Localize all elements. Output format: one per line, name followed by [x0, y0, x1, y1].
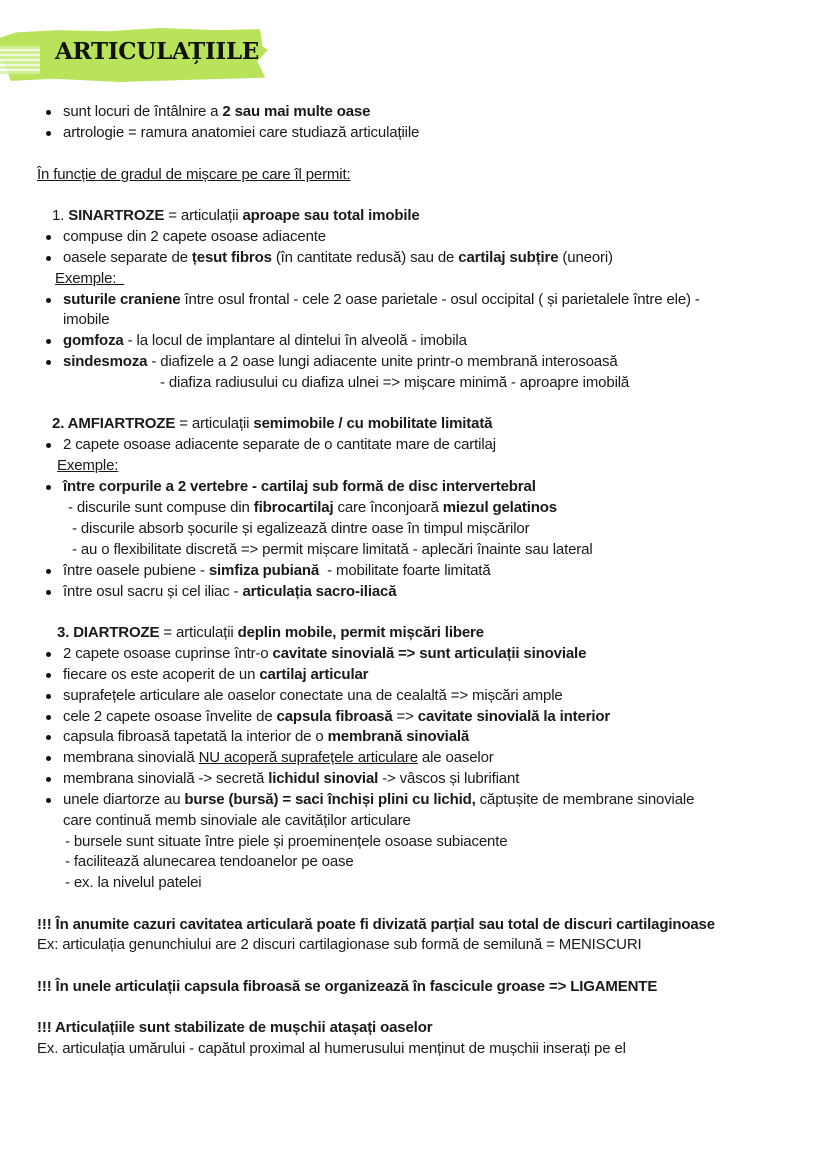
bullet-item	[63, 686, 563, 706]
text-segment: care continuă memb sinoviale ale cavităților articulare	[63, 812, 411, 829]
continuation-line	[63, 310, 109, 330]
bullet-item	[63, 331, 467, 351]
bold-text: cavitate sinovială => sunt articulații sinoviale	[272, 645, 587, 662]
bullet-item	[63, 582, 396, 602]
bold-text: !!! În unele articulații capsula fibroasă se organizează în fascicule groase => LIGAMENTE	[37, 978, 658, 995]
bold-text: !!! Articulațiile sunt stabilizate de mușchii atașați oaselor	[37, 1019, 433, 1036]
text-segment: - mobilitate foarte limitată	[319, 562, 491, 579]
note-heading	[37, 915, 715, 935]
bold-text: !!! În anumite cazuri cavitatea articulară poate fi divizată parțial sau total de discuri cartilaginoase	[37, 916, 715, 933]
sub-item	[72, 519, 529, 539]
bullet-item	[63, 352, 618, 372]
text-segment: capsula fibroasă tapetată la interior de o	[63, 728, 328, 745]
bullet-item	[63, 665, 368, 685]
section-heading	[37, 165, 351, 185]
note-heading	[37, 977, 657, 997]
text-segment: Ex. articulația umărului - capătul proximal al humerusului menținut de mușchii inserați pe el	[37, 1040, 626, 1057]
subsection-heading	[57, 623, 484, 643]
text-segment: artrologie = ramura anatomiei care studiază articulațiile	[63, 124, 420, 141]
text-segment: cele 2 capete osoase învelite de	[63, 708, 277, 725]
text-segment: - diafiza radiusului cu diafiza ulnei => mișcare minimă - aproapre imobilă	[160, 374, 630, 391]
bold-text: țesut fibros	[191, 249, 272, 266]
sub-item	[72, 540, 593, 560]
text-segment: între osul sacru și cel iliac -	[63, 583, 243, 600]
bullet-item	[63, 769, 519, 789]
bullet-item	[63, 707, 610, 727]
text-segment: Ex: articulația genunchiului are 2 discuri cartilagionase sub formă de semilună = MENISCURI	[37, 936, 642, 953]
sub-item	[65, 873, 201, 893]
text-segment: sunt locuri de întâlnire a	[63, 103, 223, 120]
note-example	[37, 935, 642, 955]
bullet-item	[63, 477, 536, 497]
text-segment: = articulații	[159, 624, 238, 641]
bold-text: gomfoza	[63, 332, 124, 349]
text-segment: 1.	[52, 207, 69, 224]
underlined-text: Exemple:	[57, 457, 119, 474]
text-segment: = articulații	[164, 207, 243, 224]
text-segment: fiecare os este acoperit de un	[63, 666, 260, 683]
text-segment: căptușite de membrane sinoviale	[475, 791, 695, 808]
examples-label	[55, 269, 124, 289]
sub-item	[65, 852, 354, 872]
bold-text: miezul gelatinos	[442, 499, 557, 516]
bold-text: capsula fibroasă	[276, 708, 393, 725]
bold-text: între corpurile a 2 vertebre - cartilaj sub formă de disc intervertebral	[63, 478, 536, 495]
examples-label	[57, 456, 118, 476]
bullet-item	[63, 748, 494, 768]
text-segment: - la locul de implantare al dintelui în alveolă - imobila	[123, 332, 467, 349]
underlined-text: NU acoperă suprafețele articulare	[198, 749, 418, 766]
bold-text: SINARTROZE	[68, 207, 165, 224]
text-segment: (în cantitate redusă) sau de	[271, 249, 459, 266]
bold-text: articulația sacro-iliacă	[242, 583, 397, 600]
text-segment: - discurile sunt compuse din	[68, 499, 254, 516]
bullet-item	[63, 561, 491, 581]
text-segment: - ex. la nivelul patelei	[65, 874, 202, 891]
sub-item	[160, 373, 629, 393]
text-segment: membrana sinovială	[63, 749, 199, 766]
bold-text: cartilaj articular	[259, 666, 369, 683]
bullet-item	[63, 790, 694, 810]
bullet-item	[63, 248, 613, 268]
bold-text: semimobile / cu mobilitate limitată	[253, 415, 493, 432]
text-segment: unele diartorze au	[63, 791, 185, 808]
text-segment: ale oaselor	[417, 749, 494, 766]
bold-text: cavitate sinovială la interior	[417, 708, 611, 725]
bold-text: 2 sau mai multe oase	[222, 103, 371, 120]
text-segment: între osul frontal - cele 2 oase parietale - osul occipital ( și parietalele între ele) -	[180, 291, 700, 308]
bullet-item	[63, 644, 586, 664]
bold-text: lichidul sinovial	[268, 770, 379, 787]
underlined-text: În funcție de gradul de mișcare pe care îl permit:	[37, 166, 351, 183]
bullet-item	[63, 435, 496, 455]
bold-text: fibrocartilaj	[253, 499, 334, 516]
bullet-item	[63, 123, 419, 143]
text-segment: suprafețele articulare ale oaselor conectate una de cealaltă => mișcări ample	[63, 687, 563, 704]
subsection-heading	[52, 206, 420, 226]
text-segment: - bursele sunt situate între piele și proeminențele osoase subiacente	[65, 833, 508, 850]
sub-item	[65, 832, 507, 852]
sub-item	[68, 498, 557, 518]
text-segment: membrana sinovială -> secretă	[63, 770, 269, 787]
bullet-item	[63, 290, 700, 310]
bold-text: suturile craniene	[63, 291, 181, 308]
bold-text: deplin mobile, permit mișcări libere	[237, 624, 484, 641]
bold-text: membrană sinovială	[327, 728, 470, 745]
text-segment: =>	[392, 708, 418, 725]
text-segment: (uneori)	[558, 249, 613, 266]
text-segment: oasele separate de	[63, 249, 192, 266]
continuation-line	[63, 811, 411, 831]
bold-text: cartilaj subțire	[458, 249, 559, 266]
title-highlight-texture	[0, 46, 40, 74]
text-segment: între oasele pubiene -	[63, 562, 209, 579]
bold-text: 2. AMFIARTROZE	[52, 415, 176, 432]
text-segment: -> vâscos și lubrifiant	[378, 770, 520, 787]
page-title: ARTICULAȚIILE	[55, 38, 259, 65]
text-segment: 2 capete osoase cuprinse într-o	[63, 645, 273, 662]
text-segment: 2 capete osoase adiacente separate de o cantitate mare de cartilaj	[63, 436, 496, 453]
bold-text: simfiza pubiană	[208, 562, 320, 579]
bullet-item	[63, 102, 370, 122]
bold-text: aproape sau total imobile	[242, 207, 420, 224]
bold-text: burse (bursă) = saci închiși plini cu lichid,	[184, 791, 476, 808]
underlined-text: Exemple:	[55, 270, 125, 287]
bullet-item	[63, 727, 469, 747]
bold-text: 3. DIARTROZE	[57, 624, 160, 641]
bullet-item	[63, 227, 326, 247]
text-segment: - facilitează alunecarea tendoanelor pe oase	[65, 853, 354, 870]
text-segment: - au o flexibilitate discretă => permit mișcare limitată - aplecări înainte sau lateral	[72, 541, 593, 558]
text-segment: care înconjoară	[333, 499, 443, 516]
text-segment: compuse din 2 capete osoase adiacente	[63, 228, 326, 245]
subsection-heading	[52, 414, 492, 434]
note-heading	[37, 1018, 432, 1038]
text-segment: - diafizele a 2 oase lungi adiacente unite printr-o membrană interosoasă	[147, 353, 618, 370]
bold-text: sindesmoza	[63, 353, 148, 370]
note-example	[37, 1039, 626, 1059]
text-segment: imobile	[63, 311, 110, 328]
text-segment: = articulații	[175, 415, 254, 432]
text-segment: - discurile absorb șocurile și egalizează dintre oase în timpul mișcărilor	[72, 520, 530, 537]
